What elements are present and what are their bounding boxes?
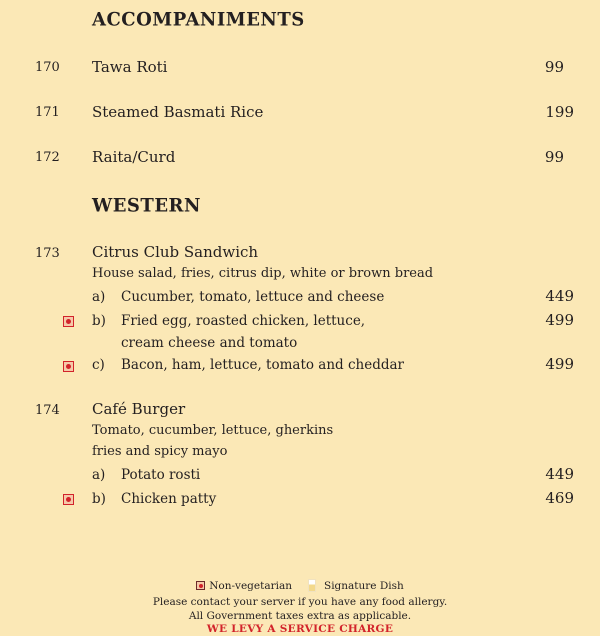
item-description: House salad, fries, citrus dip, white or brown bread xyxy=(92,266,434,281)
option-price: 449 xyxy=(545,465,574,483)
option-letter: b) xyxy=(92,313,106,329)
option-letter: a) xyxy=(92,289,106,305)
legend-signature-label: Signature Dish xyxy=(324,579,404,592)
item-price: 99 xyxy=(544,148,564,166)
option-price: 499 xyxy=(545,311,574,329)
legend-nonveg-label: Non-vegetarian xyxy=(209,579,292,592)
item-description-line2: fries and spicy mayo xyxy=(92,444,228,459)
option-text: Bacon, ham, lettuce, tomato and cheddar xyxy=(121,357,404,373)
item-name: Raita/Curd xyxy=(92,148,176,166)
item-price: 99 xyxy=(544,58,564,76)
signature-dish-icon xyxy=(308,579,316,592)
service-charge-note: WE LEVY A SERVICE CHARGE xyxy=(206,623,394,635)
non-veg-icon xyxy=(196,581,205,590)
allergy-note: Please contact your server if you have any food allergy. xyxy=(152,596,448,608)
item-name: Tawa Roti xyxy=(92,58,168,76)
option-letter: b) xyxy=(92,491,106,507)
item-price: 199 xyxy=(545,103,574,121)
item-number: 172 xyxy=(35,150,60,165)
section-title-accompaniments: ACCOMPANIMENTS xyxy=(92,8,305,31)
footer-legend xyxy=(0,579,600,592)
option-price: 469 xyxy=(545,489,574,507)
option-text-line2: cream cheese and tomato xyxy=(121,335,298,351)
non-veg-icon xyxy=(63,316,74,327)
non-veg-icon xyxy=(63,494,74,505)
item-name: Steamed Basmati Rice xyxy=(92,103,264,121)
item-number: 174 xyxy=(35,403,60,418)
option-letter: c) xyxy=(92,357,105,373)
option-text-line1: Fried egg, roasted chicken, lettuce, xyxy=(121,313,366,329)
option-text: Cucumber, tomato, lettuce and cheese xyxy=(121,289,385,305)
option-text: Potato rosti xyxy=(121,467,201,483)
option-price: 449 xyxy=(545,287,574,305)
option-text: Chicken patty xyxy=(121,491,217,507)
section-title-western: WESTERN xyxy=(92,194,201,217)
item-name: Café Burger xyxy=(92,400,186,418)
item-description-line1: Tomato, cucumber, lettuce, gherkins xyxy=(92,423,334,438)
option-price: 499 xyxy=(545,355,574,373)
item-name: Citrus Club Sandwich xyxy=(92,243,259,261)
option-letter: a) xyxy=(92,467,106,483)
item-number: 173 xyxy=(35,246,60,261)
tax-note: All Government taxes extra as applicable. xyxy=(188,610,412,622)
item-number: 171 xyxy=(35,105,60,120)
item-number: 170 xyxy=(35,60,60,75)
non-veg-icon xyxy=(63,361,74,372)
